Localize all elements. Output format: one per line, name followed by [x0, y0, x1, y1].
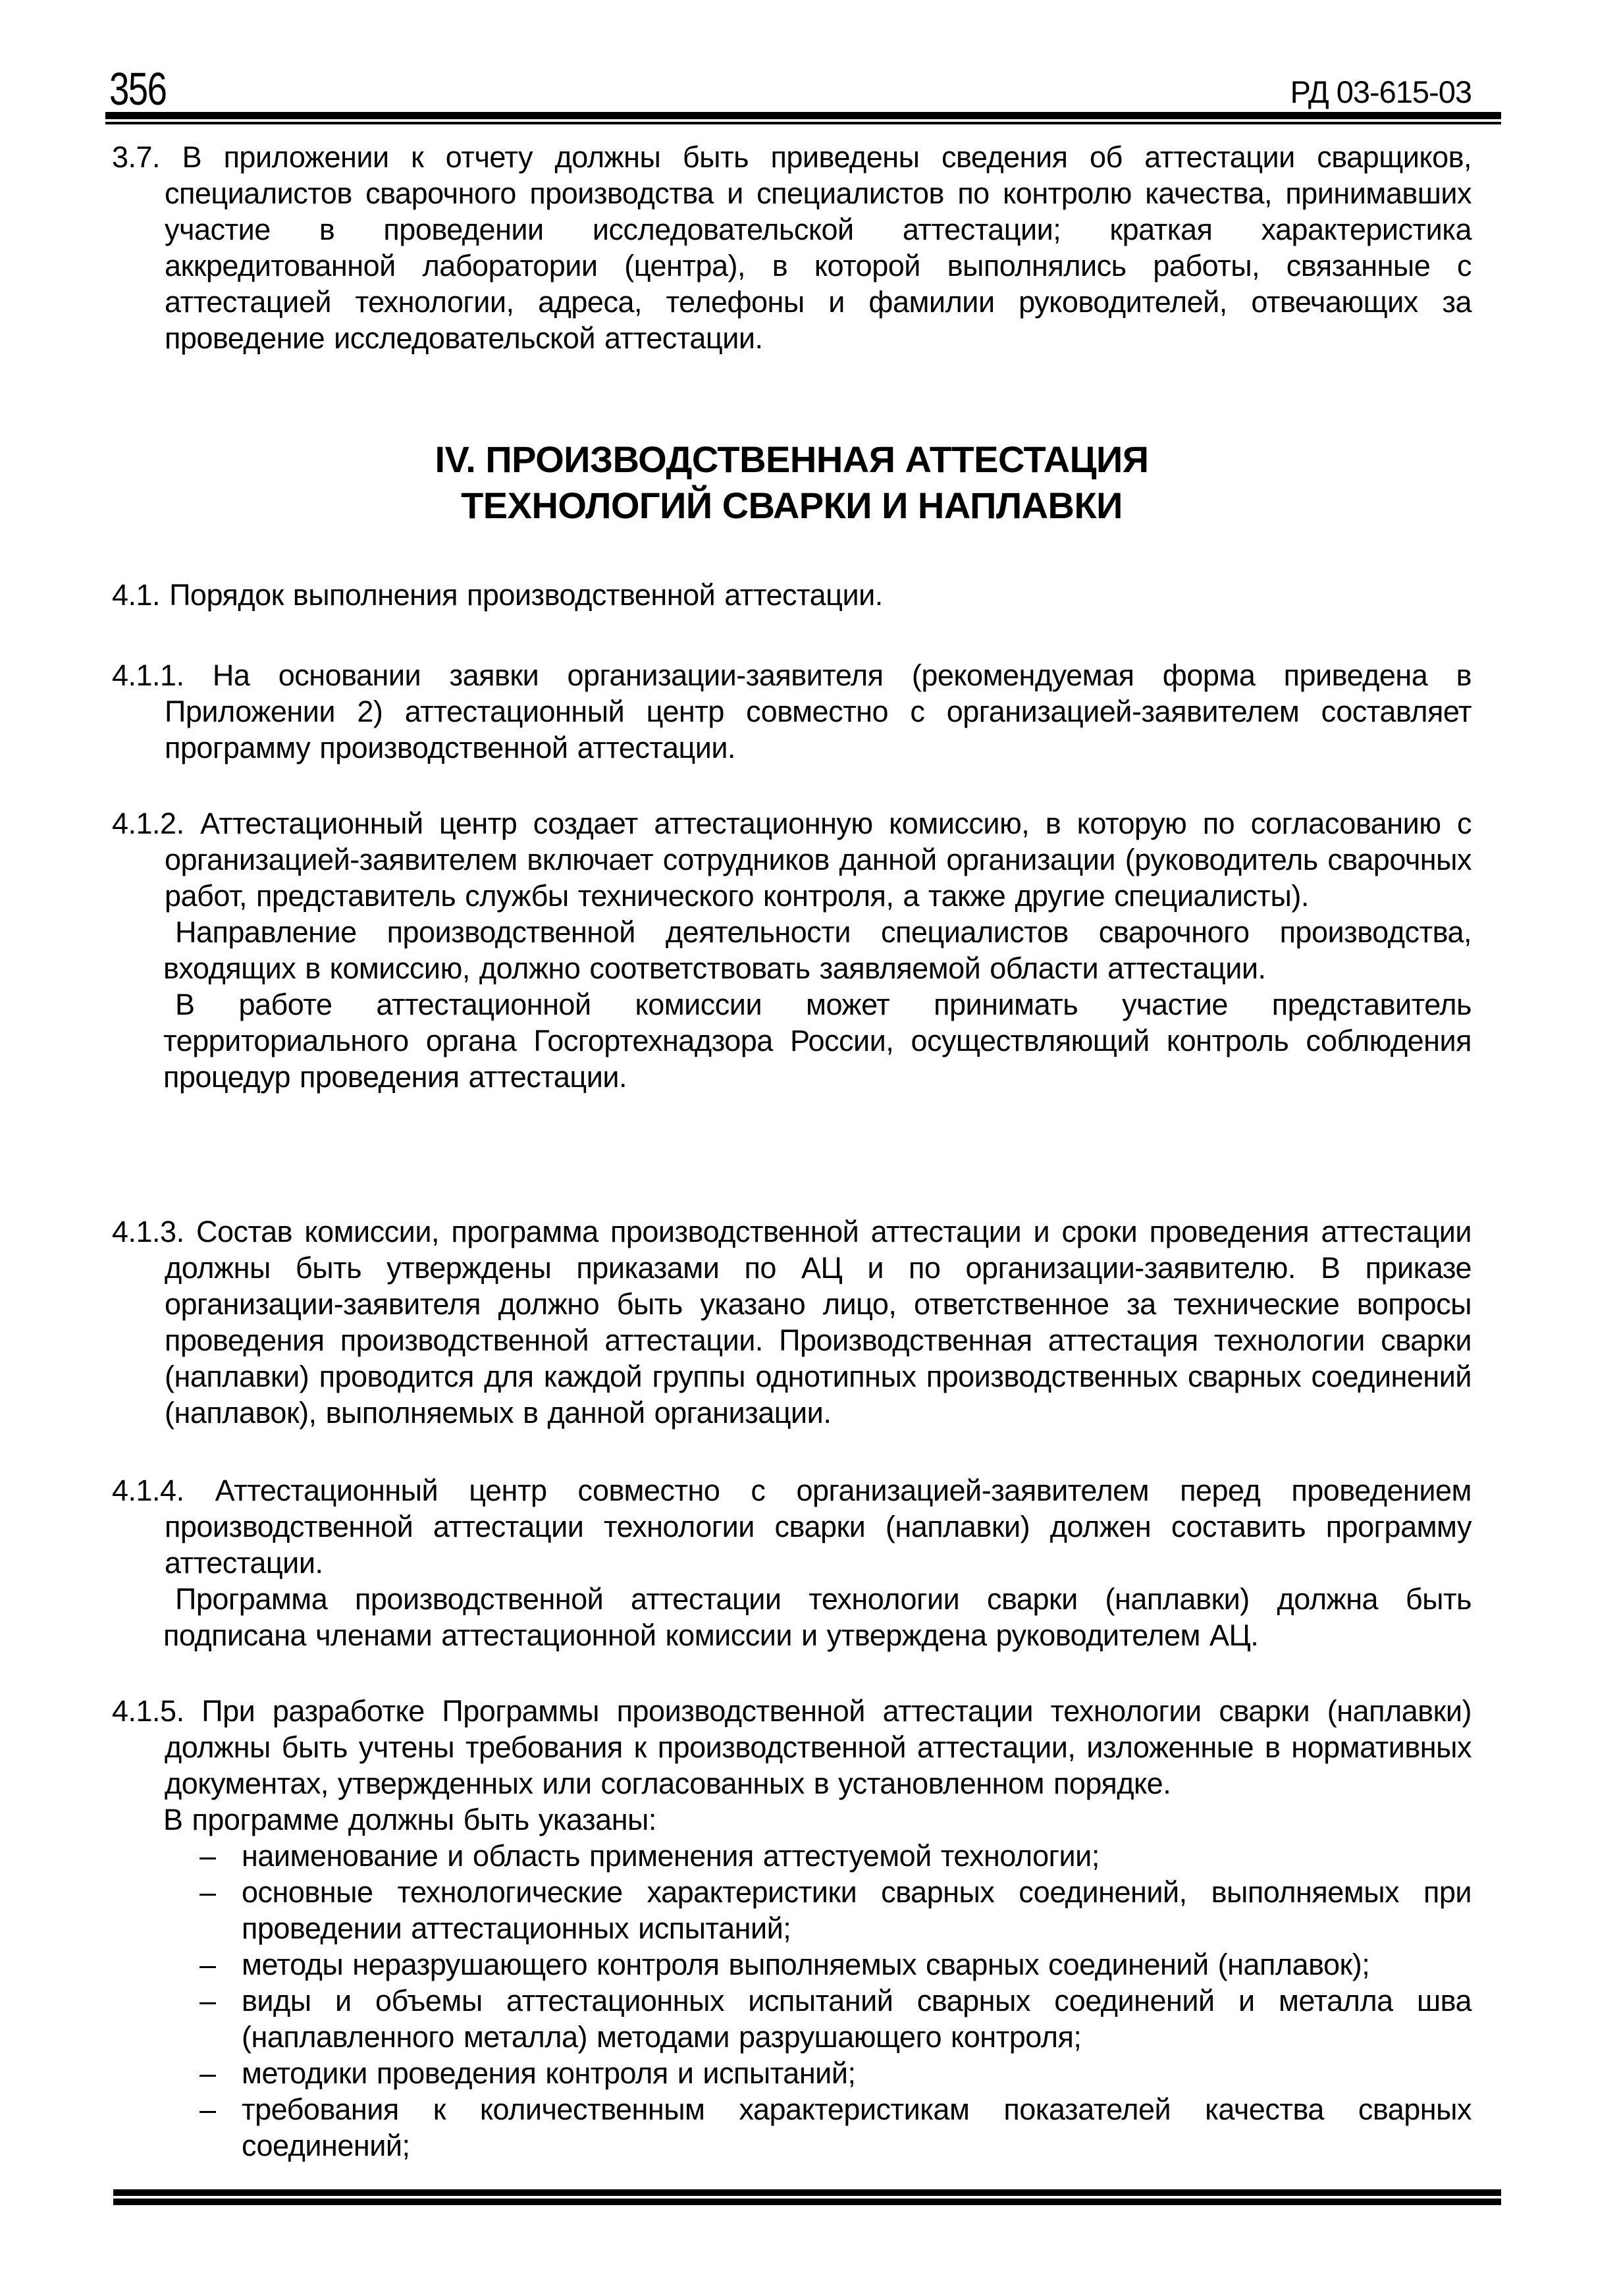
paragraph-4-1-2 [112, 805, 1472, 1095]
subparagraph: Направление производственной деятельности специалистов сварочного производства, входящих в комиссию, должно соответствовать заявляемой области аттестации. [163, 915, 1472, 985]
list-item-text: основные технологические характеристики сварных соединений, выполняемых при проведении аттестационных испытаний; [242, 1875, 1472, 1945]
paragraph-text: Порядок выполнения производственной аттестации. [169, 578, 883, 612]
paragraph-number: 4.1.1. [112, 658, 184, 692]
list-item-text: требования к количественным характеристикам показателей качества сварных соединений; [242, 2093, 1472, 2162]
page-number: 356 [109, 63, 167, 115]
list-item-text: методы неразрушающего контроля выполняемых сварных соединений (наплавок); [242, 1948, 1370, 1981]
bullet-dash: – [199, 2093, 216, 2126]
doc-code: РД 03-615-03 [1290, 74, 1472, 109]
list-item-text: методики проведения контроля и испытаний; [242, 2056, 856, 2090]
paragraph-text: Аттестационный центр совместно с организацией-заявителем перед проведением производственной аттестации технологии сварки (наплавки) должен составить программу аттестации. [165, 1474, 1472, 1580]
section-heading-line1: IV. ПРОИЗВОДСТВЕННАЯ АТТЕСТАЦИЯ [435, 439, 1149, 480]
paragraph-3-7 [112, 139, 1472, 356]
list-item [112, 1874, 1472, 1946]
bullet-dash: – [199, 1984, 216, 2017]
list-item-text: виды и объемы аттестационных испытаний сварных соединений и металла шва (наплавленного металла) методами разрушающего контроля; [242, 1984, 1472, 2054]
paragraph-text: Аттестационный центр создает аттестационную комиссию, в которую по согласованию с организацией-заявителем включает сотрудников данной организации (руководитель сварочных работ, представитель службы технического контроля, а также другие специалисты). [165, 807, 1472, 913]
list-item [112, 2091, 1472, 2164]
paragraph-number: 4.1.2. [112, 807, 184, 840]
bullet-dash: – [199, 1875, 216, 1909]
paragraph-text: На основании заявки организации-заявителя (рекомендуемая форма приведена в Приложении 2) аттестационный центр совместно с организацией-заявителем составляет программу производственной аттестации. [165, 658, 1472, 764]
section-heading-line2: ТЕХНОЛОГИЙ СВАРКИ И НАПЛАВКИ [461, 485, 1123, 526]
section-heading [112, 437, 1472, 529]
paragraph-4-1-3 [112, 1214, 1472, 1431]
paragraph-number: 4.1.4. [112, 1474, 184, 1507]
paragraph-number: 3.7. [112, 140, 161, 174]
paragraph-text: Состав комиссии, программа производственной аттестации и сроки проведения аттестации должны быть утверждены приказами по АЦ и по организации-заявителю. В приказе организации-заявителя должно быть указано лицо, ответственное за технические вопросы проведения производственной аттестации. Производственная аттестация технологии сварки (наплавки) проводится для каждой группы однотипных производственных сварных соединений (наплавок), выполняемых в данной организации. [165, 1215, 1472, 1429]
footer-rule [113, 2189, 1501, 2205]
bullet-dash: – [199, 1839, 216, 1873]
list-item [112, 1946, 1472, 1983]
list-item [112, 2055, 1472, 2091]
paragraph-number: 4.1. [112, 578, 161, 612]
subparagraph: В работе аттестационной комиссии может принимать участие представитель территориального органа Госгортехнадзора России, осуществляющий контроль соблюдения процедур проведения аттестации. [163, 988, 1472, 1094]
paragraph-4-1-4 [112, 1472, 1472, 1653]
list-item-text: наименование и область применения аттестуемой технологии; [242, 1839, 1100, 1873]
paragraph-number: 4.1.3. [112, 1215, 184, 1248]
bullet-dash: – [199, 1948, 216, 1981]
paragraph-number: 4.1.5. [112, 1694, 184, 1728]
paragraph-text: При разработке Программы производственной аттестации технологии сварки (наплавки) должны быть учтены требования к производственной аттестации, изложенные в нормативных документах, утвержденных или согласованных в установленном порядке. [165, 1694, 1472, 1800]
list-intro: В программе должны быть указаны: [163, 1803, 656, 1836]
header-rule [105, 112, 1501, 124]
paragraph-4-1-5 [112, 1693, 1472, 2164]
subparagraph: Программа производственной аттестации технологии сварки (наплавки) должна быть подписана членами аттестационной комиссии и утверждена руководителем АЦ. [163, 1582, 1472, 1652]
paragraph-4-1 [112, 577, 1472, 613]
list-item [112, 1983, 1472, 2055]
paragraph-text: В приложении к отчету должны быть приведены сведения об аттестации сварщиков, специалистов сварочного производства и специалистов по контролю качества, принимавших участие в проведении исследовательской аттестации; краткая характеристика аккредитованной лаборатории (центра), в которой выполнялись работы, связанные с аттестацией технологии, адреса, телефоны и фамилии руководителей, отвечающих за проведение исследовательской аттестации. [165, 140, 1472, 355]
bullet-dash: – [199, 2056, 216, 2090]
list-item [112, 1838, 1472, 1874]
paragraph-4-1-1 [112, 657, 1472, 766]
